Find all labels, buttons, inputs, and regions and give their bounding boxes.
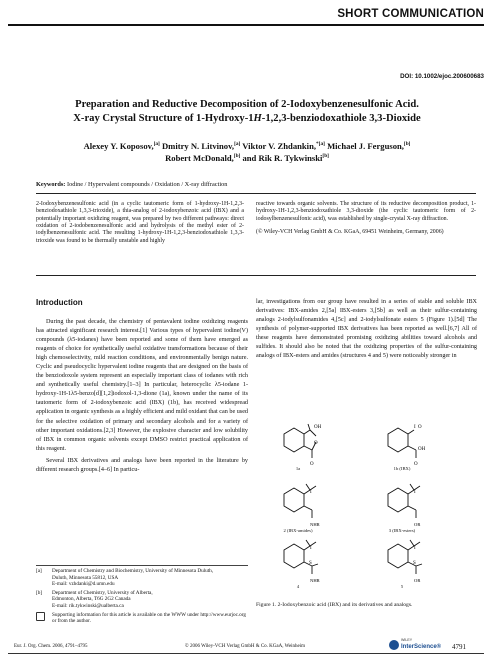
- atom-o: O: [314, 441, 318, 446]
- structure-4: [270, 538, 326, 584]
- article-title: [14, 98, 480, 125]
- doi: DOI: 10.1002/ejoc.200600683: [400, 73, 484, 80]
- author: Michael J. Ferguson,[b]: [327, 141, 411, 151]
- supporting-information-note: Supporting information for this article is available on the WWW under http://www.eurjoc.org or from the author.: [36, 612, 248, 625]
- supporting-info-icon: [36, 612, 45, 621]
- author: and Rik R. Tykwinski[b]: [242, 152, 329, 163]
- atom-oh: OH: [418, 447, 426, 452]
- footer-rule: [8, 653, 484, 654]
- body-paragraph: lar, investigations from our group have resulted in a series of stable and soluble IBX derivatives: IBX-amides 2,[5a] IBX-esters 3,[5b] as well as their sulfur-containing analogs 2-iodylsulfonamides 4,[5c] and 2-iodylsulfonate esters 5 (Figure 1).[5d] The synthesis of polymer-supported IBX derivatives has been reported as well.[6,7] All of these reagents have demonstrated promising oxidizing abilities toward alcohols and sulfides. It should also be noted that the oxidizing properties of the sulfur-containing analogs of IBX-esters and amides (structures 4 and 5) were noticeably stronger in: [256, 299, 477, 360]
- atom-i: I: [310, 490, 312, 495]
- atom-s: S: [309, 561, 312, 566]
- structure-1a: [270, 422, 326, 468]
- structure-label: 2 (IBX-amides): [283, 528, 313, 533]
- body-left-column: [36, 318, 248, 475]
- title-line-1: Preparation and Reductive Decomposition of 2-Iodoxybenzenesulfonic Acid.: [75, 99, 419, 110]
- structure-1b: [374, 422, 430, 468]
- footer-copyright: © 2006 Wiley-VCH Verlag GmbH & Co. KGaA, Weinheim: [184, 644, 306, 649]
- author: Viktor V. Zhdankin,$^{*[a]}$: [242, 141, 325, 151]
- atom-or: OR: [414, 522, 421, 527]
- abstract-copyright: (© Wiley-VCH Verlag GmbH & Co. KGaA, 69451 Weinheim, Germany, 2006): [256, 229, 444, 236]
- atom-o: O: [310, 462, 314, 467]
- body-paragraph: Several IBX derivatives and analogs have been reported in the literature by different research groups.[4–6] In particu-: [36, 457, 248, 473]
- body-right-column: [256, 298, 477, 361]
- footer-journal-citation: Eur. J. Org. Chem. 2006, 4791–4795: [14, 644, 88, 649]
- keywords-label: Keywords:: [36, 181, 66, 188]
- atom-i: I: [310, 546, 312, 551]
- structure-label: 4: [296, 584, 300, 589]
- structure-2: [270, 482, 326, 528]
- publisher-logo-text: InterScience®: [401, 644, 442, 650]
- publisher-logo-top: WILEY: [401, 638, 413, 642]
- atom-o: O: [414, 462, 418, 467]
- structure-label: 5: [400, 584, 404, 589]
- author-list: [14, 141, 480, 164]
- section-heading-introduction: Introduction: [36, 298, 83, 307]
- structure-3: [374, 482, 430, 528]
- abstract-right-column: [256, 201, 476, 236]
- figure-caption: Figure 1. 2-Iodoxybenzoic acid (IBX) and its derivatives and analogs.: [256, 602, 413, 608]
- abstract-left-column: 2-Iodoxybenzenesulfonic acid (in a cyclic tautomeric form of 1-hydroxy-1H-1,2,3-benziodoxathiole 1,3,3-trioxide), a thia-analog of 2-iodoxybenzoic acid (IBX) and a potentially important oxidizing reagent, was prepared by two different pathways: direct oxidation of 2-iodobenzenesulfonic acid and hydrolysis of the methyl ester of 2-iodylbenzenesulfonic acid. The resulting 1-hydroxy-1H-1,2,3-benziodoxathiole 1,3,3-trioxide was found to be thermally unstable and highly: [36, 201, 244, 244]
- header-rule: [8, 24, 484, 26]
- author: Dmitry N. Litvinov,[a]: [161, 141, 241, 151]
- structure-label: 3 (IBX-esters): [388, 528, 416, 533]
- section-label: SHORT COMMUNICATION: [337, 8, 484, 20]
- title-line-2: X-ray Crystal Structure of 1-Hydroxy-1H-1,2,3-benziodoxathiole 3,3-Dioxide: [73, 112, 421, 124]
- atom-s: S: [413, 561, 416, 566]
- atom-or: OR: [414, 578, 421, 583]
- atom-i: I: [414, 425, 416, 430]
- publisher-logo: [388, 636, 444, 652]
- affiliation: [a] Department of Chemistry and Biochemistry, University of Minnesota Duluth, Duluth, Minnesota 55812, USA E-mail: vzhdanki@d.umn.edu: [36, 568, 214, 588]
- body-paragraph: During the past decade, the chemistry of pentavalent iodine oxidizing reagents has attracted significant research interest.[1] Various types of hypervalent iodine(V) compounds (λ5-iodanes) have been reported and some of them have emerged as reagents of choice for synthetically useful oxidative transformations because of their high chemoselectivity, mild reaction conditions, and environmentally benign nature. Cyclic and pseudocyclic hypervalent iodine reagents that are designed on the basis of the benziodoxole system represent an especially important class of iodanes with rich and synthetically useful chemistry.[1–3] In particular, heterocyclic λ5-iodane 1-hydroxy-1H-1λ5-benzo[d][1,2]iodoxol-1,3-dione (1a), known under the name of its tautomeric form of 2-iodoxybenzoic acid (IBX) (1b), has received widespread application in organic synthesis as a highly efficient and mild oxidant that can be used for the selective oxidation of primary and secondary alcohols and for a variety of other important oxidations.[2,3] However, the explosive character and low solubility of IBX in common organic solvents except DMSO restrict practical application of this reagent.: [36, 319, 248, 452]
- abstract-bottom-rule: [36, 275, 476, 276]
- structure-label: 1a: [295, 466, 301, 471]
- keywords-text: Iodine / Hypervalent compounds / Oxidation / X-ray diffraction: [66, 181, 228, 188]
- abstract-top-rule: [36, 193, 476, 194]
- atom-i: I: [414, 490, 416, 495]
- author: Robert McDonald,[b]: [165, 152, 241, 163]
- atom-o: O: [418, 425, 422, 430]
- keywords: [36, 181, 476, 188]
- interscience-globe-icon: [389, 640, 399, 650]
- affiliations: [36, 568, 248, 625]
- footnote-rule: [36, 565, 248, 566]
- page-number: 4791: [452, 643, 466, 651]
- atom-nhr: NHR: [310, 522, 320, 527]
- atom-oh: OH: [314, 425, 322, 430]
- abstract-text: reactive towards organic solvents. The structure of its reductive decomposition product, 1-hydroxy-1H-1,2,3-benziodoxathiole 3,3-dioxide (the cyclic tautomeric form of 2-iodosylbenzenesulfonic acid), was established by single-crystal X-ray diffraction.: [256, 201, 476, 222]
- author: Alexey Y. Koposov,[a]: [83, 141, 160, 151]
- atom-nhr: NHR: [310, 578, 320, 583]
- structure-label: 1b (IBX): [393, 466, 411, 471]
- structure-5: [374, 538, 430, 584]
- atom-i: I: [414, 546, 416, 551]
- affiliation: [b] Department of Chemistry, University of Alberta, Edmonton, Alberta, T6G 2G2 Canada E-mail: rik.tykwinski@ualberta.ca: [36, 589, 153, 609]
- figure-1: [256, 420, 477, 598]
